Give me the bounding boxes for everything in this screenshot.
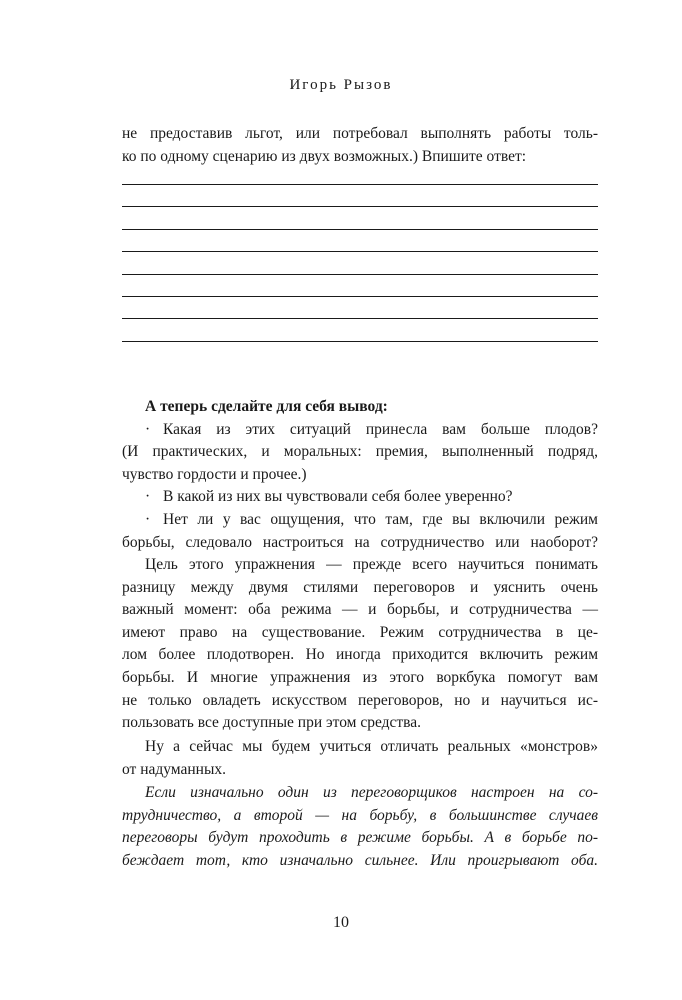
body-line: беждает тот, кто изначально сильнее. Или проигрывают оба. [122, 851, 598, 869]
answer-line-4[interactable] [122, 251, 598, 252]
body-line: важный момент: оба режима — и борьбы, и сотрудничества — [122, 601, 598, 619]
body-paragraph-1 [122, 554, 598, 735]
body-line: Если изначально один из переговорщиков настроен на со- [145, 784, 598, 801]
body-line: от надуманных. [122, 760, 227, 778]
body-line: имеют право на существование. Режим сотрудничества в це- [122, 623, 598, 641]
answer-line-6[interactable] [122, 296, 598, 297]
answer-line-3[interactable] [122, 229, 598, 230]
body-line: переговоры будут проходить в режиме борьбы. А в борьбе по- [122, 829, 598, 847]
body-line: трудничество, а второй — на борьбу, в большинстве случаев [122, 806, 598, 824]
conclusion-section [122, 396, 598, 554]
answer-lines[interactable] [122, 184, 598, 363]
intro-line-2: ко по одному сценарию из двух возможных.) Впишите ответ: [122, 147, 527, 165]
question-3-line-1: · Нет ли у вас ощущения, что там, где вы включили режим [122, 509, 598, 532]
body-line: пользовать все доступные при этом средства. [122, 714, 422, 732]
body-line: Ну а сейчас мы будем учиться отличать реальных «монстров» [145, 738, 598, 755]
body-line: борьбы. И многие упражнения из этого воркбука помогут вам [122, 668, 598, 686]
answer-line-7[interactable] [122, 318, 598, 319]
question-1-line-1: · Какая из этих ситуаций принесла вам больше плодов? [122, 419, 598, 442]
running-head-author: Игорь Рызов [289, 77, 393, 93]
page-number: 10 [333, 914, 349, 931]
bullet-icon: · [145, 420, 151, 438]
answer-line-1[interactable] [122, 184, 598, 185]
answer-line-8[interactable] [122, 341, 598, 342]
body-line: разницу между двумя стилями переговоров и уяснить очень [122, 578, 598, 596]
bullet-icon: · [145, 510, 151, 528]
question-1-line-3: чувство гордости и прочее.) [122, 465, 307, 483]
body-line: Цель этого упражнения — прежде всего научиться понимать [145, 556, 598, 573]
intro-text [122, 123, 598, 168]
body-line: лом более плодотворен. Но иногда приходится включить режим [122, 646, 598, 664]
bullet-icon: · [145, 488, 151, 506]
question-3-line-2: борьбы, следовало настроиться на сотрудничество или наоборот? [122, 533, 598, 551]
question-1-line-2: (И практических, и моральных: премия, выполненный подряд, [122, 443, 598, 461]
conclusion-heading: А теперь сделайте для себя вывод: [145, 398, 388, 415]
body-paragraph-2 [122, 736, 598, 781]
body-line: не только овладеть искусством переговоров, но и научиться ис- [122, 691, 598, 709]
body-paragraph-3-italic [122, 782, 598, 872]
answer-line-5[interactable] [122, 274, 598, 275]
intro-line-1: не предоставив льгот, или потребовал выполнять работы толь- [122, 125, 598, 142]
question-2: · В какой из них вы чувствовали себя более уверенно? [122, 486, 598, 509]
answer-line-2[interactable] [122, 206, 598, 207]
